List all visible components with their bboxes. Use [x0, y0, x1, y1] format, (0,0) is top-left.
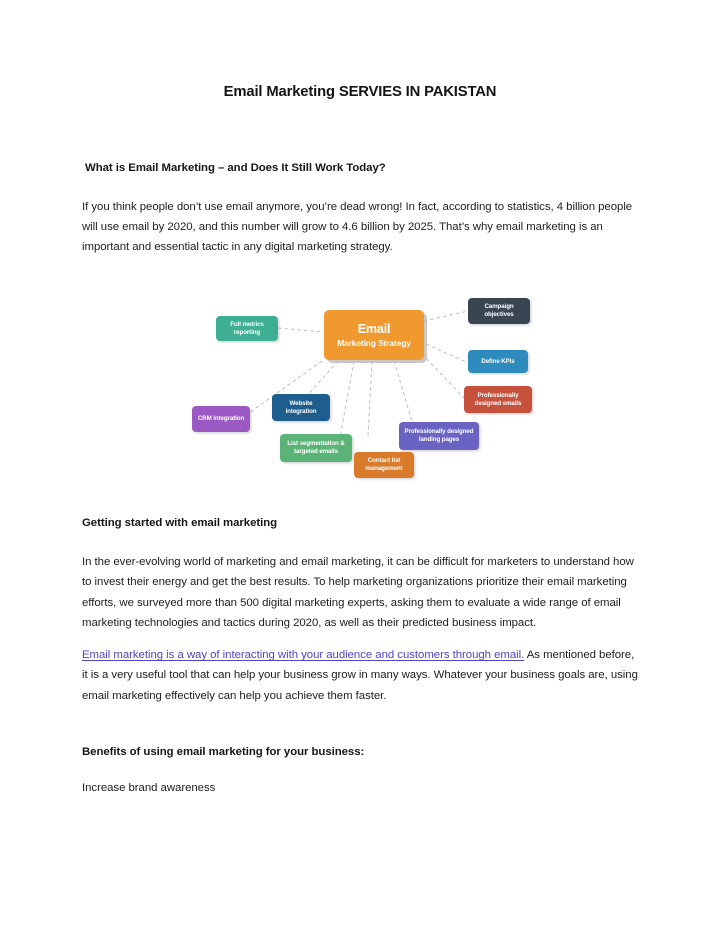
node-label: Professionally designed emails: [474, 391, 522, 407]
node-label: Full metrics reporting: [230, 320, 264, 336]
paragraph-interacting-rest: As mentioned before, it is a very useful tool that can help your business grow in many ways. Whatever your business goals are, using email marketing effectively can help you achieve them faster.: [82, 649, 638, 702]
spacer: [82, 706, 638, 744]
spacer: [82, 532, 638, 552]
benefit-item-increase-brand-awareness: Increase brand awareness: [82, 781, 216, 794]
email-marketing-link[interactable]: Email marketing is a way of interacting with your audience and customers through email.: [82, 649, 525, 662]
node-label: List segmentation & targeted emails: [287, 440, 345, 455]
heading-getting-started: Getting started with email marketing: [82, 517, 278, 530]
spacer: [82, 761, 638, 778]
heading-benefits: Benefits of using email marketing for your business:: [82, 746, 365, 759]
center-node-line-2: Marketing Strategy: [337, 337, 411, 348]
node-label: CRM integration: [197, 415, 245, 423]
spacer: [82, 633, 638, 645]
paragraph-interacting: [82, 645, 638, 706]
node-label: Contact list management: [365, 457, 403, 472]
document-body: [82, 160, 638, 798]
node-label: Professionally designed landing pages: [404, 428, 474, 443]
spacer: [82, 177, 638, 197]
heading-what-is-email-marketing: What is Email Marketing – and Does It Still Work Today?: [85, 162, 386, 174]
page-title: Email Marketing SERVIES IN PAKISTAN: [223, 84, 497, 100]
node-label: Website integration: [285, 399, 317, 415]
node-label: Campaign objectives: [484, 303, 514, 318]
node-label: Define KPIs: [481, 357, 515, 365]
diagram-spacer: [82, 257, 638, 515]
paragraph-statistics: If you think people don’t use email anymore, you’re dead wrong! In fact, according to statistics, 4 billion people will use email by 2020, and this number will grow to 4.6 billion by 2025. That’s why email marketing is an important and essential tactic in any digital marketing strategy.: [82, 200, 633, 254]
paragraph-survey: In the ever-evolving world of marketing and email marketing, it can be difficult for marketers to understand how to invest their energy and get the best results. To help marketing organizations prioritize their email marketing efforts, we surveyed more than 500 digital marketing experts, asking them to evaluate a wide range of email marketing technologies and tactics during 2020, as well as their predicted business impact.: [82, 555, 634, 629]
center-node-line-1: Email: [357, 322, 391, 337]
